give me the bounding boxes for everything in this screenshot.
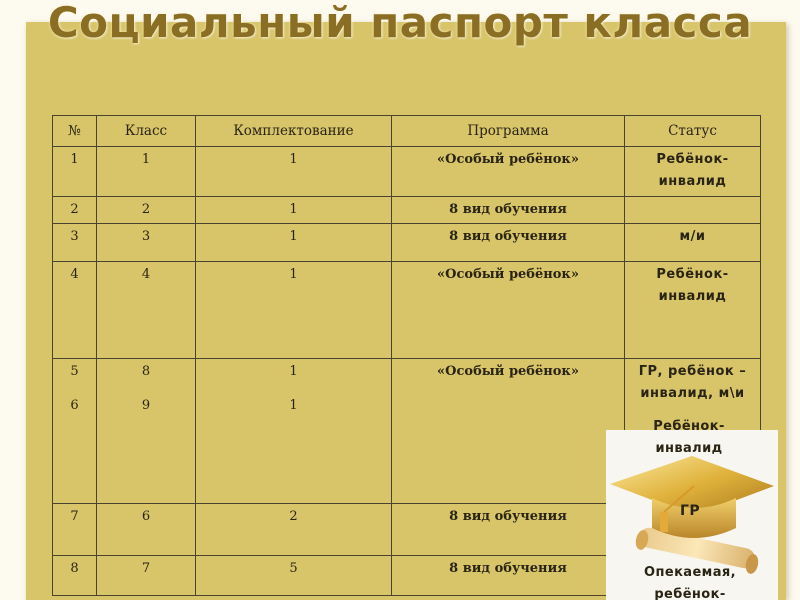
cell-staffing: 1 [196, 197, 392, 224]
cell-number: 5 6 [53, 359, 97, 504]
table-header-row [53, 116, 761, 147]
cell-class: 3 [97, 224, 196, 262]
cell-status: Ребёнок- инвалид [625, 147, 761, 197]
table-row [53, 224, 761, 262]
cell-status: ГР, ребёнок – инвалид, м\и [625, 359, 761, 504]
table-row [53, 147, 761, 197]
header-staffing: Комплектование [196, 116, 392, 147]
cell-class: 4 [97, 262, 196, 359]
status-row8: Опекаемая, ребёнок- [644, 565, 736, 600]
table-row [53, 197, 761, 224]
cell-class: 1 [97, 147, 196, 197]
cell-program: 8 вид обучения [392, 556, 625, 596]
cell-number: 3 [53, 224, 97, 262]
header-status: Статус [625, 116, 761, 147]
cell-number: 1 [53, 147, 97, 197]
status-row7: ГР [680, 503, 700, 519]
cell-number: 2 [53, 197, 97, 224]
status-row56-continuation: Ребёнок- инвалид [653, 419, 725, 456]
cell-class: 7 [97, 556, 196, 596]
cell-class: 2 [97, 197, 196, 224]
cell-status: Ребёнок- инвалид [625, 262, 761, 359]
cell-staffing: 1 1 [196, 359, 392, 504]
cell-program: 8 вид обучения [392, 224, 625, 262]
cell-staffing: 1 [196, 147, 392, 197]
cell-staffing: 5 [196, 556, 392, 596]
header-class: Класс [97, 116, 196, 147]
cell-number: 7 [53, 504, 97, 556]
cell-status: м/и [625, 224, 761, 262]
cell-program: «Особый ребёнок» [392, 262, 625, 359]
cell-status [625, 197, 761, 224]
cell-staffing: 1 [196, 224, 392, 262]
cell-staffing: 1 [196, 262, 392, 359]
page-title: Социальный паспорт класса [47, 0, 753, 47]
cell-number: 4 [53, 262, 97, 359]
cell-program: «Особый ребёнок» [392, 147, 625, 197]
cell-number: 8 [53, 556, 97, 596]
header-program: Программа [392, 116, 625, 147]
header-number: № [53, 116, 97, 147]
cell-program: «Особый ребёнок» [392, 359, 625, 504]
cell-staffing: 2 [196, 504, 392, 556]
table-row [53, 262, 761, 359]
cell-class: 8 9 [97, 359, 196, 504]
cell-program: 8 вид обучения [392, 197, 625, 224]
cell-program: 8 вид обучения [392, 504, 625, 556]
cell-class: 6 [97, 504, 196, 556]
